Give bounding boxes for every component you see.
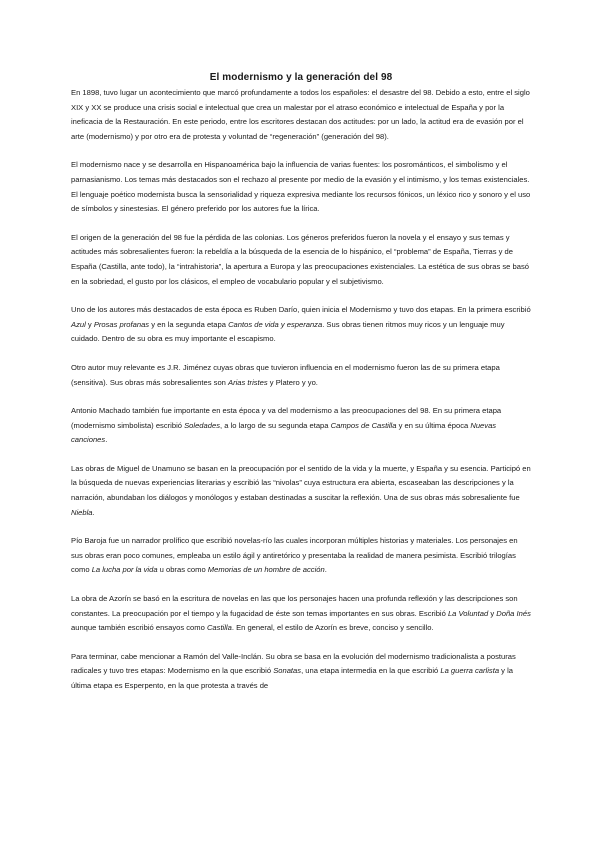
italic-title: Campos de Castilla xyxy=(330,420,397,430)
body-paragraph xyxy=(71,231,531,289)
italic-title: Doña Inés xyxy=(496,608,531,618)
text-run: Otro autor muy relevante es J.R. Jiménez cuyas obras que tuvieron influencia en el modernismo fueron las de su primera etapa (sensitiva). Sus obras más sobresalientes son xyxy=(71,362,500,387)
italic-title: Castilla xyxy=(206,623,232,633)
text-run: aunque también escribió ensayos como xyxy=(71,623,207,633)
text-run: El modernismo nace y se desarrolla en Hispanoamérica bajo la influencia de varias fuentes: los posrománticos, el simbolismo y el parnasianismo. Los temas más destacados son el rechazo al presente por medio de la evasión y el intimismo, y los temas existenciales. El lenguaje poético modernista busca la sensorialidad y riqueza expresiva mediante los recursos fónicos, un léxico rico y sonoro y el uso de símbolos y sinestesias. El género preferido por los autores fue la lírica. xyxy=(71,160,531,214)
italic-title: Sonatas xyxy=(273,666,302,676)
text-run: y en la segunda etapa xyxy=(149,319,229,329)
italic-title: La guerra carlista xyxy=(440,666,500,676)
text-run: Las obras de Miguel de Unamuno se basan en la preocupación por el sentido de la vida y la muerte, y España y su esencia. Participó en la búsqueda de nuevas experiencias literarias y escribió las “nivolas” cuya estructura era abierta, escaseaban las descripciones y la narración, abundaban los diálogos y monólogos y estaban destinadas a suscitar la reflexión. Una de sus obras más sobresaliente fue xyxy=(71,463,531,503)
text-run: u obras como xyxy=(157,565,208,575)
text-run: y la última etapa es Esperpento, en la que protesta a través de xyxy=(71,666,513,690)
italic-title: Soledades xyxy=(184,420,220,430)
italic-title: Niebla xyxy=(71,507,93,517)
body-paragraph xyxy=(71,534,531,578)
text-run: Antonio Machado también fue importante en esta época y va del modernismo a las preocupaciones del 98. En su primera etapa (modernismo simbolista) escribió xyxy=(71,406,502,430)
italic-title: La Voluntad xyxy=(447,608,489,618)
body-paragraph xyxy=(71,592,531,636)
text-run: . En general, el estilo de Azorín es breve, conciso y sencillo. xyxy=(231,623,434,633)
body-paragraph xyxy=(71,86,531,144)
document-page xyxy=(71,72,531,708)
text-run: . xyxy=(105,435,108,445)
body-paragraph xyxy=(71,303,531,347)
text-run: . xyxy=(324,565,327,575)
italic-title: La lucha por la vida xyxy=(91,565,158,575)
text-run: La obra de Azorín se basó en la escritura de novelas en las que los personajes hacen una profunda reflexión y las descripciones son constantes. La preocupación por el tiempo y la fugacidad de éste son temas importantes en sus obras. Escribió xyxy=(71,594,518,618)
italic-title: Arias tristes xyxy=(228,377,268,387)
text-run: , una etapa intermedia en la que escribió xyxy=(301,666,441,676)
document-body xyxy=(71,86,531,694)
text-run: Para terminar, cabe mencionar a Ramón del Valle-Inclán. Su obra se basa en la evolución del modernismo tradicionalista a posturas radicales y tuvo tres etapas: Modernismo en la que escribió xyxy=(71,651,516,676)
text-run: . Sus obras tienen ritmos muy ricos y un lenguaje muy cuidado. Dentro de su obra es muy importante el escapismo. xyxy=(71,319,505,344)
text-run: En 1898, tuvo lugar un acontecimiento que marcó profundamente a todos los españoles: el desastre del 98. Debido a esto, entre el siglo XIX y XX se produce una crisis social e intelectual que crea un malestar por el atraso económico e intelectual de España y por la ineficacia de la Restauración. En este periodo, entre los escritores destacan dos actitudes: por un lado, la actitud era de evasión por el arte (modernismo) y por otro era de protesta y voluntad de “regeneración” (generación del 98). xyxy=(71,88,530,141)
body-paragraph xyxy=(71,650,531,694)
text-run: y xyxy=(488,608,497,618)
body-paragraph xyxy=(71,158,531,216)
italic-title: Prosas profanas xyxy=(93,319,150,329)
italic-title: Cantos de vida y esperanza xyxy=(228,319,323,329)
text-run: , a lo largo de su segunda etapa xyxy=(220,420,331,430)
italic-title: Nuevas canciones xyxy=(71,420,497,445)
italic-title: Memorias de un hombre de acción xyxy=(207,565,325,575)
text-run: y Platero y yo. xyxy=(267,377,318,387)
text-run: y xyxy=(85,319,94,329)
text-run: Uno de los autores más destacados de esta época es Ruben Darío, quien inicia el Modernismo y tuvo dos etapas. En la primera escribió xyxy=(71,305,531,315)
document-title: El modernismo y la generación del 98 xyxy=(209,72,393,83)
body-paragraph xyxy=(71,361,531,390)
text-run: El origen de la generación del 98 fue la pérdida de las colonias. Los géneros preferidos fueron la novela y el ensayo y sus temas y actitudes más sobresalientes fueron: la rebeldía a la búsqueda de la esencia de lo hispánico, el “problema” de España, Tierras y de España (Castilla, ante todo), la “intrahistoria”, la apertura a Europa y las preocupaciones existenciales. La estética de sus obras se basó en la sobriedad, el gusto por los clásicos, el empleo de vocabulario popular y el subjetivismo. xyxy=(71,232,529,286)
italic-title: Azul xyxy=(71,319,86,329)
text-run: y en su última época xyxy=(396,420,471,430)
text-run: Pío Baroja fue un narrador prolífico que escribió novelas-río las cuales incorporan múltiples historias y materiales. Los personajes en sus obras eran poco comunes, empleaba un estilo ágil y antiretórico y presentaba la realidad de manera pesimista. Escribió trilogías como xyxy=(71,536,518,575)
text-run: . xyxy=(92,507,95,517)
body-paragraph xyxy=(71,462,531,520)
body-paragraph xyxy=(71,404,531,448)
